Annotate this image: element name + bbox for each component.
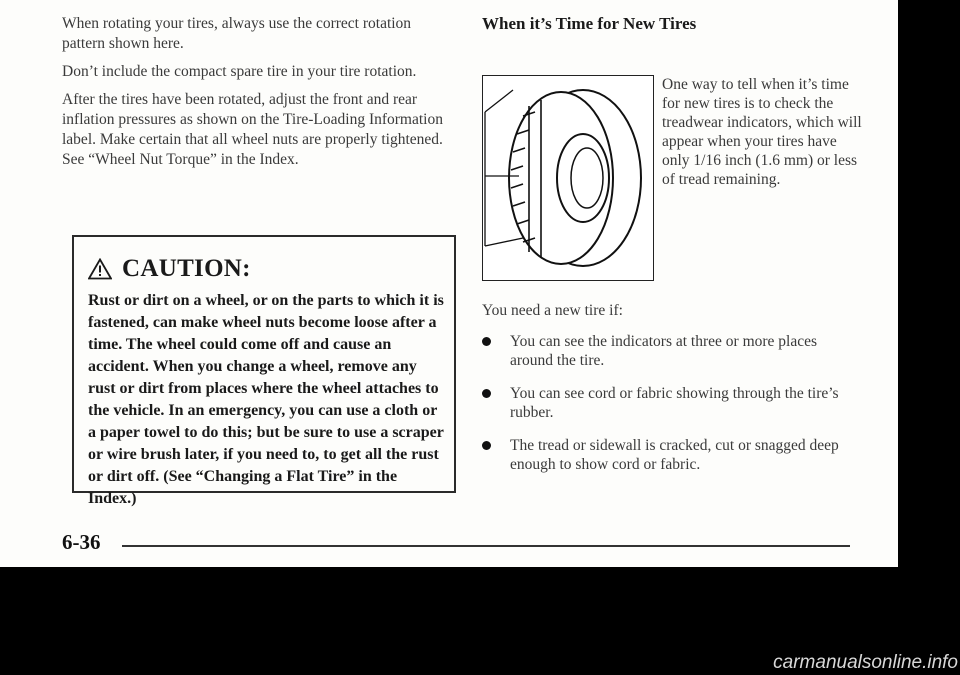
new-tire-intro: You need a new tire if:: [482, 302, 623, 319]
tire-illustration: [482, 75, 654, 281]
caution-text: Rust or dirt on a wheel, or on the parts to which it is fastened, can make wheel nuts become loose after a time. The wheel could come off and cause an accident. When you change a wheel, remove any rust or dirt from places where the wheel attaches to the vehicle. In an emergency, you can use a cloth or a paper towel to do this; but be sure to use a scraper or wire brush later, if you need to, to get all the rust or dirt off. (See “Changing a Flat Tire” in the Index.): [88, 292, 444, 507]
section-heading: When it’s Time for New Tires: [482, 14, 697, 33]
rotation-paragraph: When rotating your tires, always use the correct rotation pattern shown here.: [62, 15, 412, 52]
warning-triangle-icon: [88, 258, 112, 280]
caution-header: [88, 251, 251, 287]
caution-box: [72, 235, 456, 507]
list-item: [482, 384, 862, 422]
inflation-paragraph: After the tires have been rotated, adjust the front and rear inflation pressures as shown on the Tire-Loading Information label. Make certain that all wheel nuts are properly tightened. See “Wheel Nut Torque” in the Index.: [62, 91, 443, 168]
right-column: [482, 14, 862, 34]
list-item: [482, 332, 862, 370]
list-item: [482, 436, 862, 474]
bullet-icon: [482, 389, 491, 398]
treadwear-paragraph: One way to tell when it’s time for new tires is to check the treadwear indicators, which will appear when your tires have only 1/16 inch (1.6 mm) or less of tread remaining.: [662, 76, 862, 188]
page-number: 6-36: [62, 530, 101, 554]
list-item-text: You can see the indicators at three or more places around the tire.: [510, 333, 818, 369]
new-tire-list: [482, 332, 862, 488]
list-item-text: You can see cord or fabric showing through the tire’s rubber.: [510, 385, 839, 421]
footer-rule: [122, 545, 850, 547]
watermark-text: carmanualsonline.info: [773, 652, 958, 673]
bullet-icon: [482, 441, 491, 450]
list-item-text: The tread or sidewall is cracked, cut or snagged deep enough to show cord or fabric.: [510, 437, 839, 473]
left-column: [62, 14, 457, 178]
tire-icon: [483, 76, 653, 280]
spare-paragraph: Don’t include the compact spare tire in your tire rotation.: [62, 63, 417, 80]
bullet-icon: [482, 337, 491, 346]
caution-title: CAUTION:: [122, 255, 251, 282]
